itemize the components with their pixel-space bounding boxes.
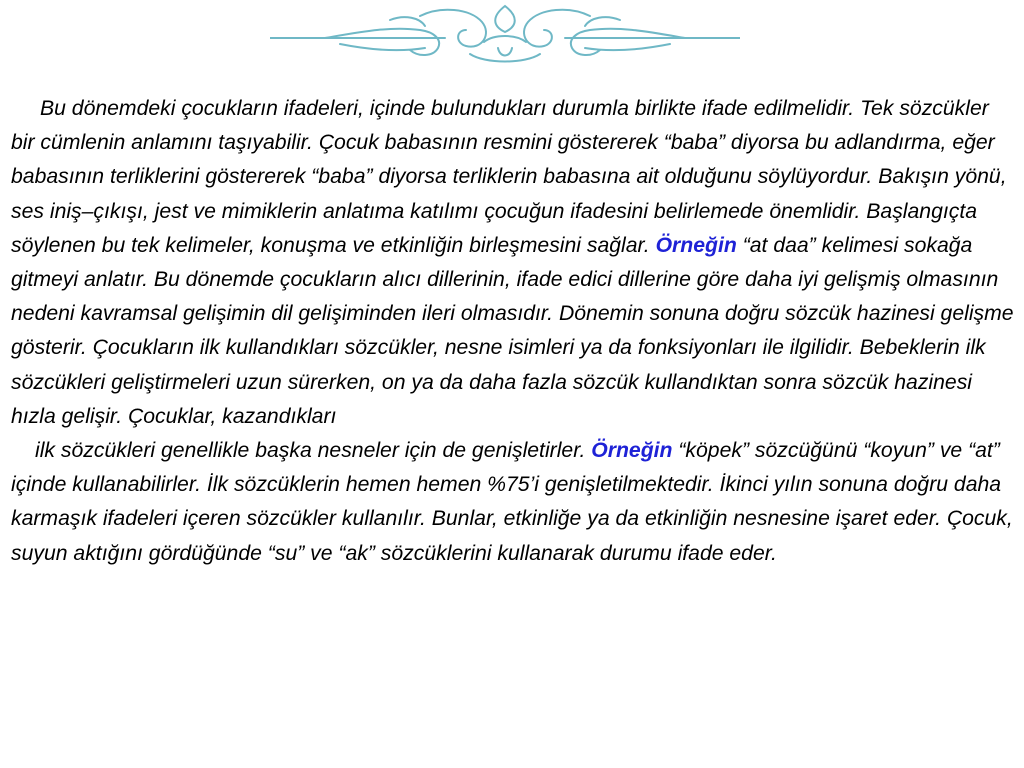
- example-highlight-1: Örneğin: [655, 233, 737, 257]
- example-highlight-2: Örneğin: [591, 439, 673, 463]
- paragraph-1-text-a: Bu dönemdeki çocukların ifadeleri, içinde bulundukları durumla birlikte ifade edilmelidir. Tek sözcükler bir cümlenin anlamını taşıyabilir. Çocuk babasının resmini göstererek “baba” diyorsa bu adlandırma, eğer babasının terliklerini göstererek “baba” diyorsa terliklerin babasına ait olduğunu söylüyordur. Bakışın yönü, ses iniş–çıkışı, jest ve mimiklerin anlatıma katılımı çocuğun ifadesini belirlemede önemlidir. Başlangıçta söylenen bu tek kelimeler, konuşma ve etkinliğin birleşmesini sağlar.: [11, 97, 1007, 257]
- decorative-flourish-icon: [270, 2, 740, 68]
- paragraph-2-text-b: “köpek” sözcüğünü “koyun” ve “at” içinde kullanabilirler. İlk sözcüklerin hemen hemen %75’i genişletilmektedir. İkinci yılın sonuna doğru daha karmaşık ifadeleri içeren sözcükler kullanılır. Bunlar, etkinliğe ya da etkinliğin nesnesine işaret eder. Çocuk, suyun aktığını gördüğünde “su” ve “ak” sözcüklerini kullanarak durumu ifade eder.: [11, 439, 1013, 565]
- paragraph-2: [11, 434, 1017, 571]
- paragraph-1-text-b: “at daa” kelimesi sokağa gitmeyi anlatır. Bu dönemde çocukların alıcı dillerinin, ifade edici dillerine göre daha iyi gelişmiş olmasının nedeni kavramsal gelişimin dil gelişiminden ileri olmasıdır. Dönemin sonuna doğru sözcük hazinesi gelişme gösterir. Çocukların ilk kullandıkları sözcükler, nesne isimleri ya da fonksiyonları ile ilgilidir. Bebeklerin ilk sözcükleri geliştirmeleri uzun sürerken, on ya da daha fazla sözcük kullandıktan sonra sözcük hazinesi hızla gelişir. Çocuklar, kazandıkları: [11, 233, 1014, 428]
- document-body: [11, 92, 1017, 571]
- paragraph-2-text-a: ilk sözcükleri genellikle başka nesneler için de genişletirler.: [35, 439, 586, 463]
- paragraph-1: [11, 92, 1017, 434]
